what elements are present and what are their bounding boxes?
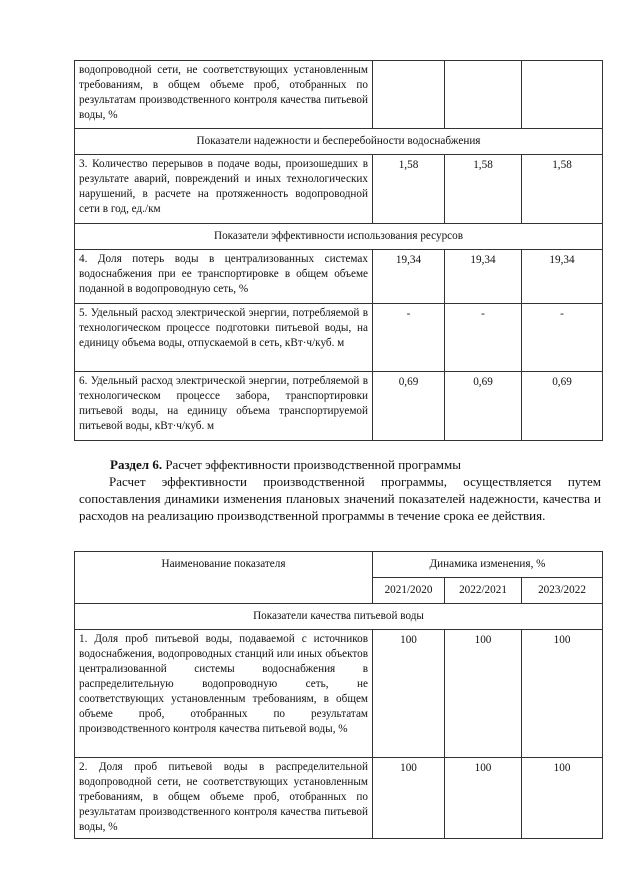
efficiency-dynamics-table bbox=[74, 551, 603, 839]
col-header-year: 2022/2021 bbox=[445, 578, 522, 604]
indicator-value: 19,34 bbox=[373, 250, 445, 304]
section-row bbox=[75, 224, 603, 250]
section-6-number: Раздел 6. bbox=[110, 457, 163, 472]
table-row bbox=[75, 61, 603, 129]
indicator-value: 100 bbox=[522, 758, 603, 839]
indicator-value: 0,69 bbox=[522, 372, 603, 441]
section-6-title: Расчет эффективности производственной программы bbox=[162, 457, 461, 472]
indicator-name: 3. Количество перерывов в подаче воды, произошедших в результате аварий, повреждений и иных технологических нарушений, в расчете на протяженность водопроводной сети в год, ед./км bbox=[75, 155, 373, 224]
indicator-value: 19,34 bbox=[445, 250, 522, 304]
indicator-value: 100 bbox=[445, 630, 522, 758]
section-6-paragraph: Расчет эффективности производственной программы, осуществляется путем сопоставления динамики изменения плановых значений показателей надежности, качества и расходов на реализацию производственной программы в течение срока ее действия. bbox=[79, 474, 601, 523]
indicator-value: - bbox=[373, 304, 445, 372]
table-row bbox=[75, 372, 603, 441]
indicator-name: водопроводной сети, не соответствующих установленным требованиям, в общем объеме проб, отобранных по результатам производственного контроля качества питьевой воды, % bbox=[75, 61, 373, 129]
indicator-name: 6. Удельный расход электрической энергии, потребляемой в технологическом процессе забора, транспортировки питьевой воды, на единицу объема транспортируемой питьевой воды, кВт·ч/куб. м bbox=[75, 372, 373, 441]
indicator-value: 100 bbox=[445, 758, 522, 839]
indicator-value: 0,69 bbox=[373, 372, 445, 441]
indicator-value: 100 bbox=[373, 630, 445, 758]
section-quality: Показатели качества питьевой воды bbox=[75, 604, 603, 630]
indicator-value: 19,34 bbox=[522, 250, 603, 304]
section-row bbox=[75, 129, 603, 155]
indicator-value: 100 bbox=[522, 630, 603, 758]
table-row bbox=[75, 304, 603, 372]
section-efficiency: Показатели эффективности использования ресурсов bbox=[75, 224, 603, 250]
section-6-heading bbox=[110, 456, 610, 474]
table-row bbox=[75, 758, 603, 839]
col-header-year: 2021/2020 bbox=[373, 578, 445, 604]
col-header-year: 2023/2022 bbox=[522, 578, 603, 604]
indicator-value: - bbox=[445, 304, 522, 372]
header-row bbox=[75, 552, 603, 578]
indicator-value: - bbox=[522, 304, 603, 372]
indicator-value: 0,69 bbox=[445, 372, 522, 441]
indicator-value bbox=[373, 61, 445, 129]
indicator-name: 5. Удельный расход электрической энергии, потребляемой в технологическом процессе подготовки питьевой воды, на единицу объема воды, отпускаемой в сеть, кВт·ч/куб. м bbox=[75, 304, 373, 372]
indicator-value bbox=[522, 61, 603, 129]
indicator-value bbox=[445, 61, 522, 129]
section-reliability: Показатели надежности и бесперебойности водоснабжения bbox=[75, 129, 603, 155]
indicator-name: 2. Доля проб питьевой воды в распределительной водопроводной сети, не соответствующих установленным требованиям, в общем объеме проб, отобранных по результатам производственного контроля качества питьевой воды, % bbox=[75, 758, 373, 839]
table-row bbox=[75, 155, 603, 224]
indicator-value: 1,58 bbox=[445, 155, 522, 224]
indicators-table-continued bbox=[74, 60, 603, 441]
section-row bbox=[75, 604, 603, 630]
col-header-dynamics: Динамика изменения, % bbox=[373, 552, 603, 578]
table-row bbox=[75, 250, 603, 304]
indicator-value: 100 bbox=[373, 758, 445, 839]
indicator-name: 4. Доля потерь воды в централизованных системах водоснабжения при ее транспортировке в общем объеме поданной в водопроводную сеть, % bbox=[75, 250, 373, 304]
indicator-name: 1. Доля проб питьевой воды, подаваемой с источников водоснабжения, водопроводных станций или иных объектов централизованной системы водоснабжения в распределительную водопроводную сеть, не соответствующих установленным требованиям, в общем объеме проб, отобранных по результатам производственного контроля качества питьевой воды, % bbox=[75, 630, 373, 758]
indicator-value: 1,58 bbox=[373, 155, 445, 224]
indicator-value: 1,58 bbox=[522, 155, 603, 224]
table-row bbox=[75, 630, 603, 758]
col-header-name: Наименование показателя bbox=[75, 552, 373, 604]
